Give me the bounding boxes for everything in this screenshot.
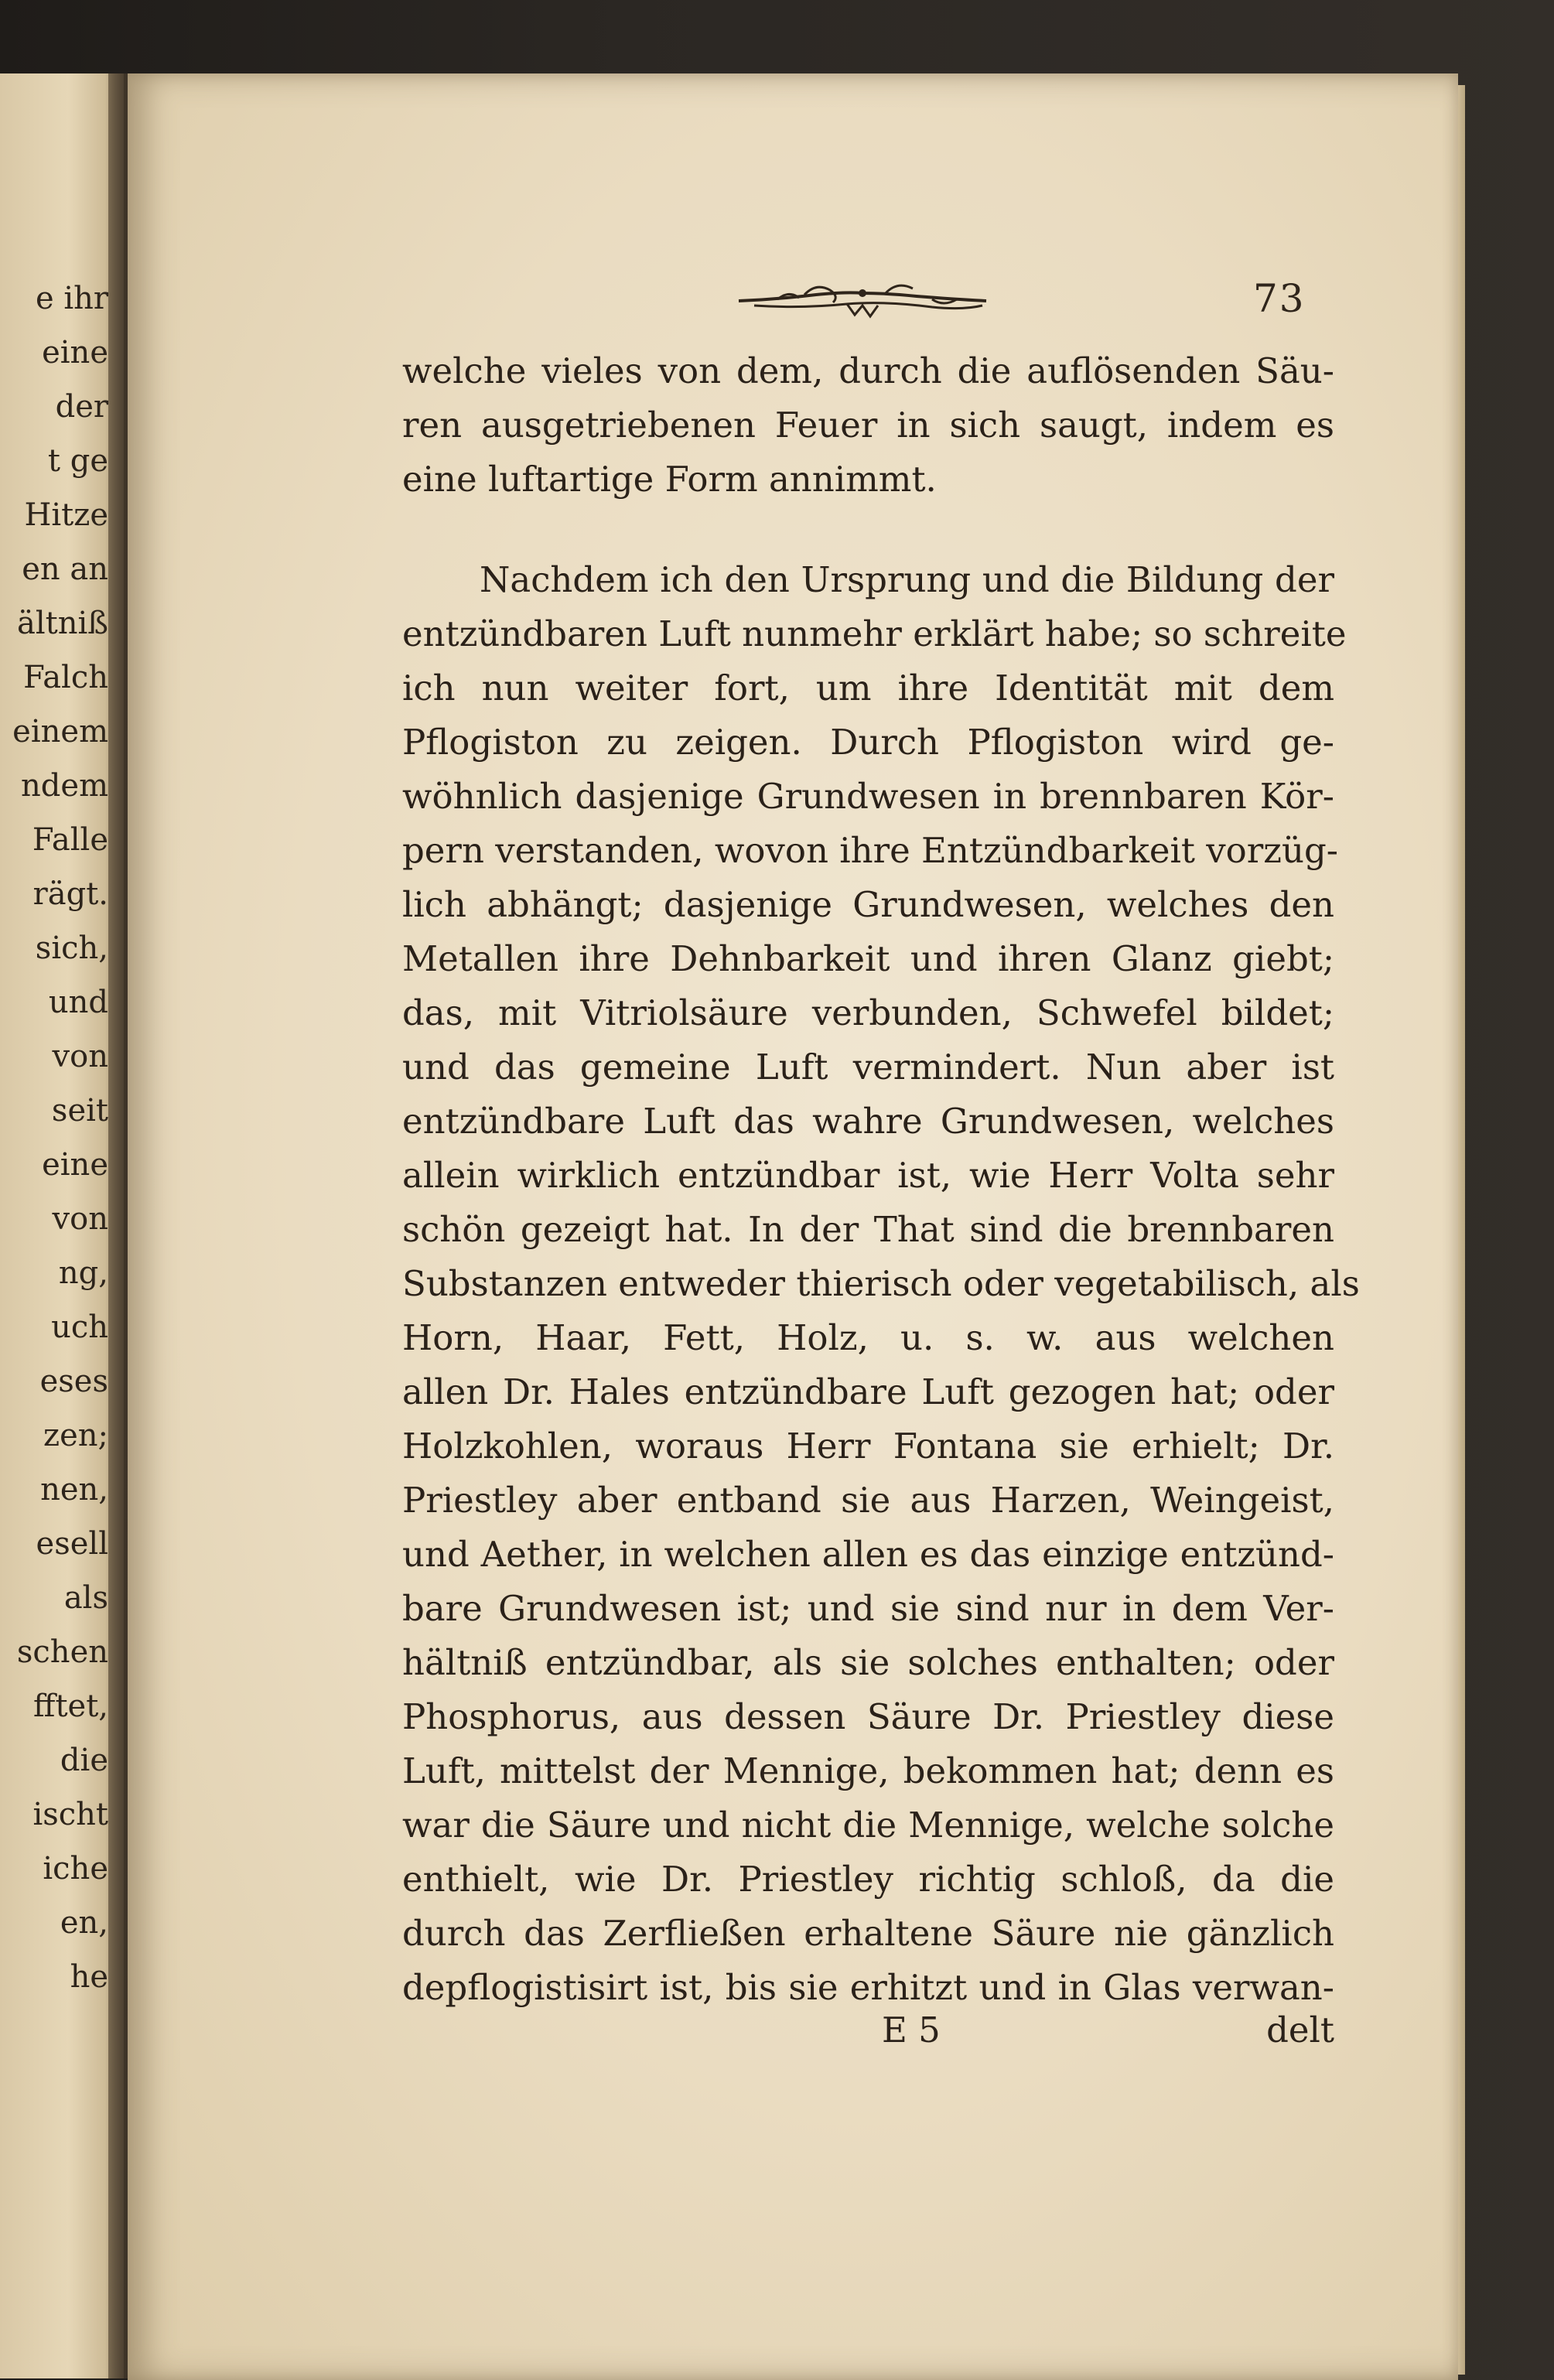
text-line: enthielt, wie Dr. Priestley richtig schloß, da die: [402, 1859, 1334, 1900]
previous-page-fragment: nen,: [40, 1472, 108, 1508]
previous-page-fragment: en,: [60, 1905, 108, 1941]
text-line: durch das Zerfließen erhaltene Säure nie gänzlich: [402, 1913, 1334, 1954]
text-line: depflogistisirt ist, bis sie erhitzt und in Glas verwan-: [402, 1967, 1334, 2008]
text-line: Horn, Haar, Fett, Holz, u. s. w. aus welchen: [402, 1317, 1334, 1358]
text-line: Metallen ihre Dehnbarkeit und ihren Glanz giebt;: [402, 938, 1334, 979]
text-line: entzündbare Luft das wahre Grundwesen, welches: [402, 1101, 1334, 1142]
previous-page-fragment: iche: [43, 1851, 108, 1887]
page-number: 73: [1253, 276, 1306, 321]
previous-page-fragment: e ihr: [35, 281, 108, 316]
previous-page-fragment: en an: [22, 551, 108, 587]
text-line: schön gezeigt hat. In der That sind die brennbaren: [402, 1209, 1334, 1250]
text-line: eine luftartige Form annimmt.: [402, 459, 937, 500]
text-line: welche vieles von dem, durch die auflösenden Säu-: [402, 350, 1334, 391]
text-line: bare Grundwesen ist; und sie sind nur in dem Ver-: [402, 1588, 1334, 1629]
previous-page-fragment: Hitze: [24, 497, 108, 533]
text-line: das, mit Vitriolsäure verbunden, Schwefel bildet;: [402, 992, 1334, 1033]
previous-page-fragment: uch: [51, 1310, 108, 1345]
previous-page-fragment: he: [70, 1959, 108, 1995]
previous-page-fragment: esell: [36, 1526, 108, 1562]
previous-page-fragment: von: [52, 1039, 108, 1074]
previous-page-fragment: eine: [42, 335, 108, 370]
previous-page-fragment: eine: [42, 1147, 108, 1183]
previous-page-fragment: sich,: [35, 930, 108, 966]
previous-page-fragment: einem: [12, 714, 108, 750]
text-line: Phosphorus, aus dessen Säure Dr. Priestley diese: [402, 1696, 1334, 1737]
page-footer: [402, 2010, 1334, 2056]
decorative-ornament-icon: [731, 276, 994, 323]
previous-page-fragment: fftet,: [33, 1689, 108, 1724]
previous-page-fragment: Falch: [23, 660, 108, 695]
previous-page-fragment: ndem: [21, 768, 108, 804]
previous-page-fragment: seit: [51, 1093, 108, 1129]
text-line: war die Säure und nicht die Mennige, welche solche: [402, 1805, 1334, 1846]
text-line: wöhnlich dasjenige Grundwesen in brennbaren Kör-: [402, 776, 1334, 817]
paragraph-first-line: Nachdem ich den Ursprung und die Bildung der: [480, 559, 1334, 600]
text-line: lich abhängt; dasjenige Grundwesen, welches den: [402, 884, 1334, 925]
previous-page-fragment: eses: [39, 1364, 108, 1399]
previous-page-fragment: die: [60, 1743, 108, 1778]
previous-page-fragment: und: [48, 985, 108, 1020]
text-line: hältniß entzündbar, als sie solches enthalten; oder: [402, 1642, 1334, 1683]
previous-page-fragment: als: [63, 1580, 108, 1616]
text-line: allen Dr. Hales entzündbare Luft gezogen hat; oder: [402, 1371, 1334, 1412]
text-line: und das gemeine Luft vermindert. Nun aber ist: [402, 1047, 1334, 1088]
text-line: entzündbaren Luft nunmehr erklärt habe; so schreite: [402, 613, 1347, 654]
text-line: und Aether, in welchen allen es das einzige entzünd-: [402, 1534, 1334, 1575]
text-line: allein wirklich entzündbar ist, wie Herr Volta sehr: [402, 1155, 1334, 1196]
signature-mark: E 5: [882, 2010, 941, 2050]
previous-page-fragment: schen: [16, 1634, 108, 1670]
text-line: Substanzen entweder thierisch oder vegetabilisch, als: [402, 1263, 1360, 1304]
previous-page-fragment: ng,: [58, 1255, 108, 1291]
text-line: Luft, mittelst der Mennige, bekommen hat; denn es: [402, 1750, 1334, 1791]
text-line: ich nun weiter fort, um ihre Identität mit dem: [402, 668, 1334, 709]
previous-page-fragment: der: [55, 389, 108, 425]
previous-page-fragment: von: [52, 1201, 108, 1237]
previous-page-edge: [0, 73, 124, 2378]
previous-page-fragment: zen;: [43, 1418, 108, 1453]
text-line: Priestley aber entband sie aus Harzen, Weingeist,: [402, 1480, 1334, 1521]
previous-page-fragment: t ge: [47, 443, 108, 479]
text-line: Pflogiston zu zeigen. Durch Pflogiston wird ge-: [402, 722, 1334, 763]
catchword: delt: [1266, 2010, 1334, 2050]
previous-page-fragment: ischt: [32, 1797, 108, 1832]
previous-page-fragment: ältniß: [17, 606, 108, 641]
text-line: ren ausgetriebenen Feuer in sich saugt, indem es: [402, 405, 1334, 446]
previous-page-fragment: Falle: [32, 822, 108, 858]
text-line: pern verstanden, wovon ihre Entzündbarkeit vorzüg-: [402, 830, 1338, 871]
text-line: Holzkohlen, woraus Herr Fontana sie erhielt; Dr.: [402, 1426, 1334, 1467]
previous-page-fragment: rägt.: [32, 876, 108, 912]
book-page: [128, 73, 1458, 2380]
